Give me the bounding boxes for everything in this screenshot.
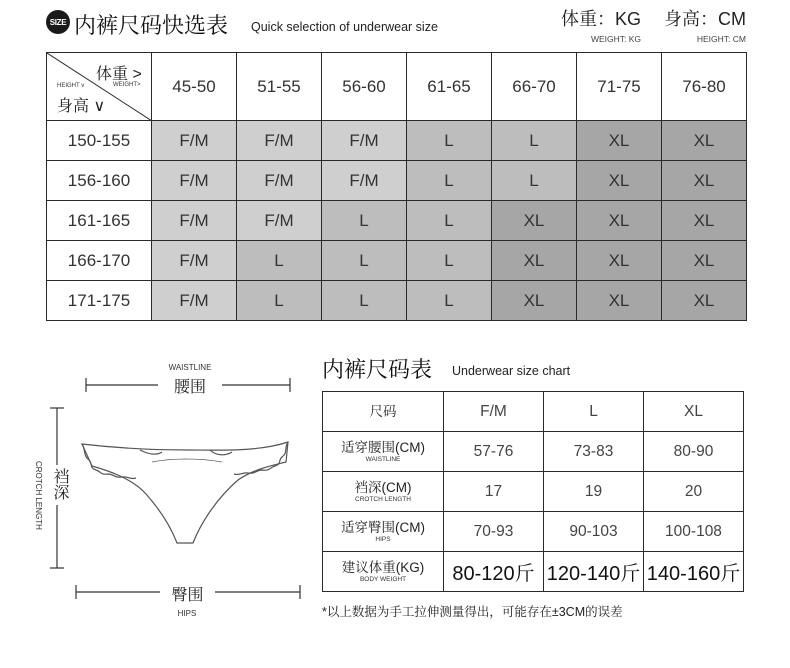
size-cell: L	[407, 281, 492, 321]
table-row	[323, 472, 744, 512]
weight-unit-label: 体重：KG	[560, 9, 641, 29]
size-chart-title: 内裤尺码表	[322, 357, 433, 382]
weight-header-row	[47, 53, 747, 121]
measure-cell: 140-160斤	[644, 552, 744, 592]
size-cell: XL	[662, 201, 747, 241]
weight-col-header: 56-60	[322, 53, 407, 121]
table-row	[47, 281, 747, 321]
size-cell: F/M	[237, 201, 322, 241]
table-row	[323, 432, 744, 472]
measure-label-en: CROTCH LENGTH	[355, 495, 411, 503]
measure-cell: 20	[644, 472, 744, 512]
size-cell: F/M	[152, 281, 237, 321]
weight-col-header: 76-80	[662, 53, 747, 121]
weight-col-header: 51-55	[237, 53, 322, 121]
measure-label	[323, 552, 444, 592]
quick-size-table	[46, 52, 747, 321]
table-row	[323, 392, 744, 432]
size-cell: F/M	[152, 241, 237, 281]
weight-col-header: 61-65	[407, 53, 492, 121]
measure-label-en: HIPS	[375, 535, 391, 543]
size-chart-subtitle: Underwear size chart	[452, 364, 571, 378]
size-cell: L	[322, 201, 407, 241]
garment-shape	[82, 442, 288, 543]
size-cell: XL	[577, 121, 662, 161]
size-cell: XL	[662, 121, 747, 161]
size-cell: L	[322, 281, 407, 321]
measure-cell: 17	[444, 472, 544, 512]
crotch-en-label: CROTCH LENGTH	[34, 460, 43, 530]
hips-cn-label: 臀围	[160, 582, 215, 605]
size-col-header: XL	[644, 392, 744, 432]
size-cell: F/M	[152, 161, 237, 201]
size-cell: XL	[662, 281, 747, 321]
corner-weight-en: WEIGHT>	[113, 82, 141, 88]
size-cell: L	[407, 161, 492, 201]
size-cell: XL	[492, 241, 577, 281]
measure-label	[323, 472, 444, 512]
measure-label-cn: 适穿臀围(CM)	[341, 520, 425, 535]
size-cell: XL	[577, 161, 662, 201]
size-cell: L	[407, 201, 492, 241]
table-row	[47, 121, 747, 161]
size-cell: F/M	[152, 201, 237, 241]
page-title: 内裤尺码快选表	[74, 13, 229, 38]
measure-label	[323, 512, 444, 552]
measure-cell: 100-108	[644, 512, 744, 552]
height-row-label: 171-175	[47, 281, 152, 321]
hips-en-label: HIPS	[177, 609, 197, 618]
measure-label-cn: 裆深(CM)	[354, 480, 412, 495]
size-cell: L	[322, 241, 407, 281]
corner-height-cn: 身高 ∨	[57, 98, 106, 115]
height-unit-en: HEIGHT: CM	[696, 34, 746, 44]
size-cell: F/M	[322, 121, 407, 161]
size-cell: F/M	[237, 121, 322, 161]
table-row	[47, 241, 747, 281]
height-row-label: 161-165	[47, 201, 152, 241]
weight-col-header: 45-50	[152, 53, 237, 121]
size-cell: L	[407, 241, 492, 281]
weight-col-header: 71-75	[577, 53, 662, 121]
size-cell: XL	[577, 201, 662, 241]
page-subtitle: Quick selection of underwear size	[251, 20, 438, 34]
waistline-dimension-line	[86, 378, 290, 392]
underwear-diagram	[40, 370, 310, 610]
size-chart-table	[322, 391, 744, 592]
height-row-label: 166-170	[47, 241, 152, 281]
size-cell: L	[492, 121, 577, 161]
size-badge-icon: SIZE	[46, 10, 70, 34]
measure-label-en: WAISTLINE	[365, 455, 401, 463]
measure-label	[323, 432, 444, 472]
measure-cell: 80-120斤	[444, 552, 544, 592]
measure-cell: 80-90	[644, 432, 744, 472]
size-header-label: 尺码	[323, 392, 444, 432]
size-cell: F/M	[152, 121, 237, 161]
measure-cell: 70-93	[444, 512, 544, 552]
corner-weight-cn: 体重 >	[96, 66, 142, 83]
size-col-header: F/M	[444, 392, 544, 432]
size-cell: F/M	[237, 161, 322, 201]
weight-unit-en: WEIGHT: KG	[590, 34, 641, 44]
height-unit	[650, 5, 746, 44]
size-cell: XL	[577, 241, 662, 281]
measurement-note: *以上数据为手工拉伸测量得出，可能存在±3CM的误差	[322, 605, 623, 619]
waistline-cn-label: 腰围	[160, 374, 220, 397]
waistline-en-label: WAISTLINE	[168, 363, 212, 372]
size-cell: L	[237, 241, 322, 281]
height-row-label: 150-155	[47, 121, 152, 161]
crotch-cn-label: 裆深	[48, 468, 71, 500]
size-cell: XL	[662, 241, 747, 281]
size-cell: XL	[662, 161, 747, 201]
measure-label-cn: 适穿腰围(CM)	[341, 440, 425, 455]
corner-height-en: HEIGHT v	[57, 83, 85, 89]
size-cell: L	[492, 161, 577, 201]
size-col-header: L	[544, 392, 644, 432]
measure-cell: 57-76	[444, 432, 544, 472]
table-corner	[47, 53, 152, 121]
table-row	[47, 201, 747, 241]
measure-cell: 73-83	[544, 432, 644, 472]
height-unit-label: 身高：CM	[664, 9, 746, 29]
table-row	[323, 512, 744, 552]
measure-label-en: BODY WEIGHT	[359, 575, 407, 583]
measure-label-cn: 建议体重(KG)	[341, 560, 425, 575]
size-cell: XL	[492, 201, 577, 241]
weight-unit	[540, 5, 641, 44]
measure-cell: 90-103	[544, 512, 644, 552]
table-row	[323, 552, 744, 592]
table-row	[47, 161, 747, 201]
measure-cell: 120-140斤	[544, 552, 644, 592]
size-cell: L	[237, 281, 322, 321]
weight-col-header: 66-70	[492, 53, 577, 121]
size-cell: XL	[492, 281, 577, 321]
height-row-label: 156-160	[47, 161, 152, 201]
size-cell: L	[407, 121, 492, 161]
size-cell: XL	[577, 281, 662, 321]
measure-cell: 19	[544, 472, 644, 512]
size-cell: F/M	[322, 161, 407, 201]
